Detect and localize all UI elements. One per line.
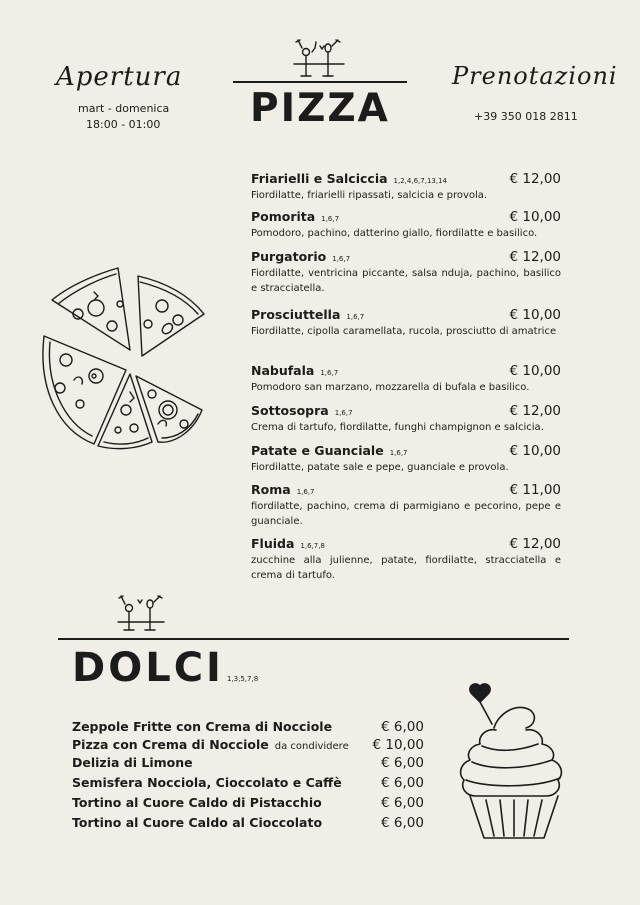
pizza-price: € 12,00 <box>509 536 561 552</box>
pizza-item <box>251 246 561 296</box>
pizza-description: Pomodoro, pachino, datterino giallo, fiordilatte e basilico. <box>251 228 538 239</box>
dessert-name: Pizza con Crema di Nocciole <box>72 737 269 752</box>
dessert-item <box>72 812 424 831</box>
pizza-price: € 12,00 <box>509 403 561 419</box>
opening-days: mart - domenica <box>78 102 170 115</box>
pizza-price: € 12,00 <box>509 249 561 265</box>
allergen-codes: 1,6,7 <box>334 409 353 417</box>
toast-figures-icon <box>116 592 166 632</box>
pizza-description: Fiordilatte, cipolla caramellata, rucola, prosciutto di amatrice <box>251 326 557 337</box>
dessert-name: Delizia di Limone <box>72 755 193 770</box>
dessert-name: Tortino al Cuore Caldo di Pistacchio <box>72 795 322 810</box>
opening-hours: 18:00 - 01:00 <box>86 118 161 131</box>
dessert-item <box>72 772 424 791</box>
dessert-price: € 6,00 <box>381 719 424 735</box>
pizza-item <box>251 206 561 241</box>
pizza-item <box>251 479 561 529</box>
pizza-name: Friarielli e Salciccia <box>251 171 388 186</box>
dessert-name: Tortino al Cuore Caldo al Cioccolato <box>72 815 323 830</box>
pizza-price: € 10,00 <box>509 363 561 379</box>
allergen-codes: 1,6,7 <box>332 255 351 263</box>
dessert-name: Semisfera Nocciola, Cioccolato e Caffè <box>72 775 342 790</box>
pizza-divider <box>233 81 407 83</box>
dolci-title: DOLCI <box>72 645 224 691</box>
pizza-name: Sottosopra <box>251 403 329 418</box>
opening-title: Apertura <box>56 62 183 92</box>
dessert-name: Zeppole Fritte con Crema di Nocciole <box>72 719 333 734</box>
pizza-price: € 10,00 <box>509 443 561 459</box>
dessert-note: da condividere <box>274 741 349 752</box>
pizza-description: Fiordilatte, ventricina piccante, salsa nduja, pachino, basilico e stracciatella. <box>251 268 561 294</box>
pizza-price: € 12,00 <box>509 171 561 187</box>
dessert-price: € 6,00 <box>381 795 424 811</box>
pizza-name: Roma <box>251 482 291 497</box>
pizza-price: € 10,00 <box>509 307 561 323</box>
pizza-description: Fiordilatte, friarielli ripassati, salcicia e provola. <box>251 190 488 201</box>
allergen-codes: 1,6,7,8 <box>300 542 325 550</box>
pizza-item <box>251 360 561 395</box>
pizza-item <box>251 533 561 583</box>
pizza-item <box>251 440 561 475</box>
reservations-phone[interactable]: +39 350 018 2811 <box>474 110 578 123</box>
dessert-price: € 6,00 <box>381 815 424 831</box>
toast-figures-icon <box>292 38 348 78</box>
dessert-price: € 6,00 <box>381 755 424 771</box>
allergen-codes: 1,6,7 <box>389 449 408 457</box>
pizza-name: Patate e Guanciale <box>251 443 384 458</box>
pizza-slices-illustration <box>34 264 210 460</box>
allergen-codes: 1,2,4,6,7,13,14 <box>393 177 447 185</box>
allergen-codes: 1,6,7 <box>321 215 340 223</box>
pizza-name: Purgatorio <box>251 249 327 264</box>
pizza-name: Fluida <box>251 536 295 551</box>
pizza-item <box>251 400 561 435</box>
pizza-name: Pomorita <box>251 209 316 224</box>
cupcake-illustration <box>452 680 576 844</box>
pizza-item <box>251 168 561 203</box>
dessert-item <box>72 734 424 753</box>
pizza-name: Prosciuttella <box>251 307 341 322</box>
allergen-codes: 1,6,7 <box>296 488 315 496</box>
pizza-description: Pomodoro san marzano, mozzarella di bufala e basilico. <box>251 382 530 393</box>
dessert-item <box>72 792 424 811</box>
pizza-title: PIZZA <box>250 86 390 131</box>
dolci-allergen-codes: 1,3,5,7,8 <box>227 675 259 683</box>
allergen-codes: 1,6,7 <box>320 369 339 377</box>
dessert-item <box>72 716 424 735</box>
pizza-price: € 10,00 <box>509 209 561 225</box>
pizza-item <box>251 304 561 339</box>
pizza-description: Fiordilatte, patate sale e pepe, guanciale e provola. <box>251 462 509 473</box>
dessert-price: € 6,00 <box>381 775 424 791</box>
dolci-divider <box>58 638 569 640</box>
pizza-price: € 11,00 <box>509 482 561 498</box>
pizza-description: Crema di tartufo, fiordilatte, funghi champignon e salcicia. <box>251 422 544 433</box>
dessert-price: € 10,00 <box>372 737 424 753</box>
reservations-title: Prenotazioni <box>452 62 618 90</box>
dessert-item <box>72 752 424 771</box>
pizza-name: Nabufala <box>251 363 315 378</box>
pizza-description: fiordilatte, pachino, crema di parmigiano e pecorino, pepe e guanciale. <box>251 501 561 527</box>
pizza-description: zucchine alla julienne, patate, fiordilatte, stracciatella e crema di tartufo. <box>251 555 561 581</box>
allergen-codes: 1,6,7 <box>346 313 365 321</box>
